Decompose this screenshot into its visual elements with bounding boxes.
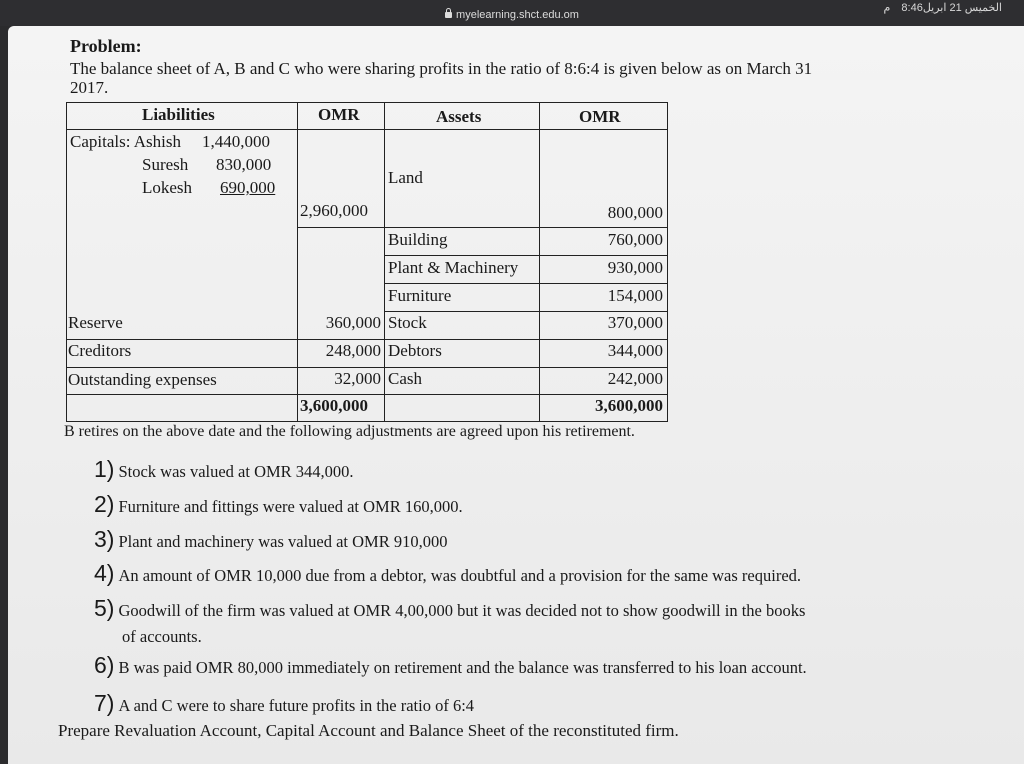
- adjustment-item: [94, 595, 805, 622]
- header-omr-right: OMR: [579, 107, 621, 126]
- adjustment-number: 7): [94, 690, 115, 716]
- status-bar: [0, 0, 1024, 26]
- url-display[interactable]: [0, 9, 1024, 21]
- problem-intro-line1: The balance sheet of A, B and C who were sharing profits in the ratio of 8:6:4 is given below as on March 31: [70, 59, 813, 78]
- document-page: [8, 26, 1024, 764]
- adjustment-number: 5): [94, 595, 115, 621]
- liability-amount: 32,000: [334, 369, 381, 388]
- partner-lokesh: Lokesh: [142, 178, 193, 197]
- asset-amount: 344,000: [607, 341, 663, 360]
- adjustment-item: [94, 690, 474, 717]
- adjustment-text: Goodwill of the firm was valued at OMR 4,00,000 but it was decided not to show goodwill in the books: [118, 601, 806, 620]
- adjustment-item: [94, 526, 447, 553]
- url-text: myelearning.shct.edu.om: [456, 9, 579, 21]
- asset-amount: 370,000: [607, 313, 663, 332]
- asset-label: Furniture: [388, 286, 452, 305]
- header-liabilities: Liabilities: [142, 105, 215, 124]
- adjustment-item: [94, 456, 354, 483]
- retirement-note: B retires on the above date and the following adjustments are agreed upon his retirement.: [64, 423, 635, 440]
- adjustment-number: 4): [94, 560, 115, 586]
- status-clock: [884, 1, 1002, 14]
- liability-label: Outstanding expenses: [68, 370, 217, 389]
- capitals-total: 2,960,000: [300, 201, 368, 220]
- header-omr-left: OMR: [318, 105, 360, 124]
- asset-amount: 154,000: [607, 286, 663, 305]
- asset-label: Plant & Machinery: [388, 258, 519, 277]
- asset-amount: 930,000: [607, 258, 663, 277]
- adjustment-item: [94, 652, 807, 679]
- asset-amount: 760,000: [607, 230, 663, 249]
- adjustment-text: An amount of OMR 10,000 due from a debtor, was doubtful and a provision for the same was required.: [118, 566, 802, 585]
- adjustment-number: 1): [94, 456, 115, 482]
- total-left: 3,600,000: [300, 396, 368, 415]
- liability-label: Reserve: [68, 313, 123, 332]
- adjustment-text: A and C were to share future profits in the ratio of 6:4: [118, 696, 475, 715]
- problem-heading: Problem:: [70, 36, 142, 56]
- partner-suresh: Suresh: [142, 155, 189, 174]
- liability-amount: 248,000: [325, 341, 381, 360]
- status-date: الخميس 21 ابريل: [922, 2, 1002, 14]
- liability-label: Creditors: [68, 341, 132, 360]
- asset-label: Stock: [388, 313, 427, 332]
- asset-label: Building: [388, 230, 448, 249]
- problem-intro-line2: 2017.: [70, 78, 109, 97]
- capital-ashish: 1,440,000: [202, 132, 270, 151]
- asset-label: Land: [388, 168, 423, 187]
- adjustment-text: B was paid OMR 80,000 immediately on retirement and the balance was transferred to his loan account.: [118, 658, 807, 677]
- adjustment-text: Furniture and fittings were valued at OMR 160,000.: [118, 497, 463, 516]
- adjustment-item: [94, 560, 801, 587]
- adjustment-text: Plant and machinery was valued at OMR 910,000: [118, 532, 448, 551]
- adjustment-text-continued: of accounts.: [122, 627, 202, 646]
- capital-suresh: 830,000: [216, 155, 272, 174]
- total-right: 3,600,000: [595, 396, 663, 415]
- asset-label: Debtors: [388, 341, 442, 360]
- status-time: 8:46 م: [883, 2, 923, 14]
- prepare-instruction: Prepare Revaluation Account, Capital Account and Balance Sheet of the reconstituted firm.: [58, 721, 679, 740]
- header-assets: Assets: [436, 107, 482, 126]
- balance-sheet-table: [66, 102, 668, 422]
- adjustment-number: 2): [94, 491, 115, 517]
- lock-icon: [445, 12, 452, 18]
- liability-amount: 360,000: [325, 313, 381, 332]
- adjustment-number: 6): [94, 652, 115, 678]
- capital-lokesh: 690,000: [220, 178, 276, 197]
- adjustment-text: Stock was valued at OMR 344,000.: [118, 462, 354, 481]
- asset-label: Cash: [388, 369, 422, 388]
- adjustment-item: [94, 491, 463, 518]
- capitals-label: Capitals: Ashish: [70, 132, 181, 151]
- asset-amount: 242,000: [607, 369, 663, 388]
- adjustment-number: 3): [94, 526, 115, 552]
- asset-amount: 800,000: [607, 203, 663, 222]
